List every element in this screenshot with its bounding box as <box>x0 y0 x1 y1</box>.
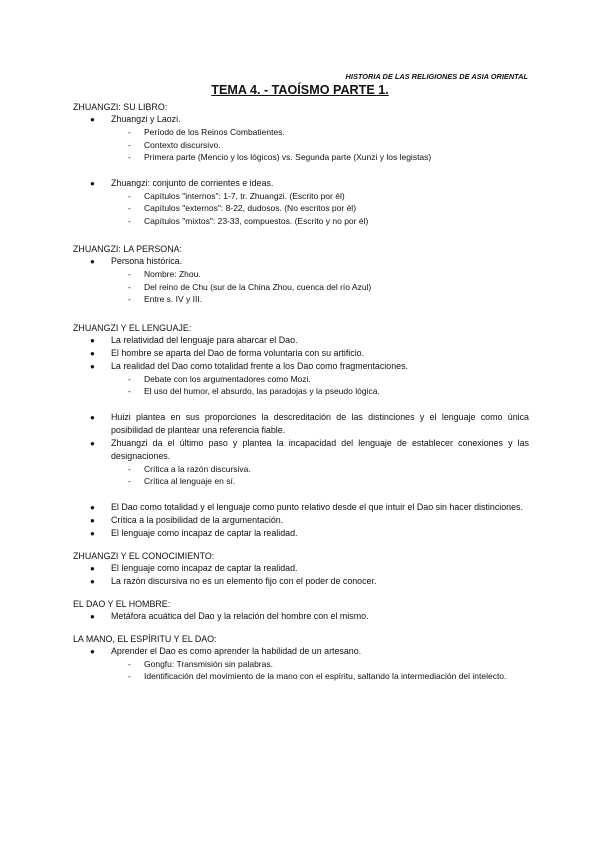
sub-item-text: Contexto discursivo. <box>144 139 221 150</box>
bullet-icon: ● <box>90 502 95 512</box>
list-item-text: Crítica a la posibilidad de la argumentación. <box>111 514 284 525</box>
sub-item-text: Crítica al lenguaje en sí. <box>144 476 236 486</box>
sub-item-text: Gongfu: Transmisión sin palabras. <box>144 658 273 669</box>
sub-item-text: Entre s. IV y III. <box>144 294 203 304</box>
bullet-icon: ● <box>90 611 95 621</box>
list-item <box>73 360 529 373</box>
list-item <box>73 501 529 514</box>
sub-list-item <box>73 268 529 281</box>
sub-list-item <box>73 126 529 139</box>
sub-list-item <box>73 215 529 228</box>
sub-list-item <box>73 475 529 488</box>
sub-item-text: Del reino de Chu (sur de la China Zhou, cuenca del río Azul) <box>144 281 372 292</box>
sub-list-item <box>73 190 529 203</box>
dash-icon: - <box>128 476 131 486</box>
bullet-icon: ● <box>90 515 95 525</box>
sub-list-item <box>73 658 529 671</box>
list-item <box>73 562 529 575</box>
dash-icon: - <box>128 658 131 669</box>
sub-list-item <box>73 293 529 306</box>
document-body <box>73 101 529 683</box>
sub-item-text: Nombre: Zhou. <box>144 269 201 279</box>
sub-item-text: Debate con los argumentadores como Mozi. <box>144 373 311 384</box>
dash-icon: - <box>128 463 131 474</box>
list-item <box>73 411 529 437</box>
sub-list-item <box>73 385 529 398</box>
bullet-icon: ● <box>90 335 95 345</box>
list-item <box>73 113 529 126</box>
dash-icon: - <box>128 127 131 137</box>
section-heading-lenguaje: ZHUANGZI Y EL LENGUAJE: <box>73 322 192 333</box>
sub-item-text: Capítulos "internos": 1-7, tr. Zhuangzi. (Escrito por él) <box>144 190 345 201</box>
bullet-icon: ● <box>90 257 95 266</box>
list-item-text: El lenguaje como incapaz de captar la realidad. <box>111 527 298 538</box>
section-heading-mano: LA MANO, EL ESPÍRITU Y EL DAO: <box>73 633 217 644</box>
list-item <box>73 575 529 588</box>
bullet-icon: ● <box>90 178 95 188</box>
sub-list-item <box>73 139 529 152</box>
bullet-icon: ● <box>90 412 95 422</box>
dash-icon: - <box>128 671 131 681</box>
list-item <box>73 334 529 347</box>
list-item <box>73 527 529 540</box>
list-item <box>73 255 529 268</box>
sub-list-item <box>73 463 529 476</box>
list-item-text: El lenguaje como incapaz de captar la realidad. <box>111 562 298 573</box>
dash-icon: - <box>128 152 131 162</box>
list-item-text: La relatividad del lenguaje para abarcar el Dao. <box>111 334 298 345</box>
list-item-text: Zhuangzi da el último paso y plantea la incapacidad del lenguaje de establecer conexiones y las designaciones. <box>111 437 529 461</box>
list-item-text: El Dao como totalidad y el lenguaje como punto relativo desde el que intuir el Dao sin hacer distinciones. <box>111 501 523 512</box>
bullet-icon: ● <box>90 646 95 656</box>
dash-icon: - <box>128 281 131 292</box>
sub-item-text: Crítica a la razón discursiva. <box>144 463 251 474</box>
section-heading-conocimiento: ZHUANGZI Y EL CONOCIMIENTO: <box>73 550 215 561</box>
sub-item-text: Capítulos "externos": 8-22, dudosos. (No escritos por él) <box>144 203 357 213</box>
sub-list-item <box>73 281 529 294</box>
sub-list-item <box>73 373 529 386</box>
dash-icon: - <box>128 294 131 304</box>
running-header: HISTORIA DE LAS RELIGIONES DE ASIA ORIENTAL <box>345 72 528 81</box>
bullet-icon: ● <box>90 348 95 358</box>
page-title: TEMA 4. - TAOÍSMO PARTE 1. <box>211 83 389 97</box>
list-item-text: La realidad del Dao como totalidad frente a los Dao como fragmentaciones. <box>111 360 408 371</box>
list-item <box>73 437 529 463</box>
dash-icon: - <box>128 386 131 396</box>
sub-list-item <box>73 151 529 164</box>
sub-item-text: Período de los Reinos Combatientes. <box>144 127 285 137</box>
dash-icon: - <box>128 373 131 384</box>
sub-list-item <box>73 202 529 215</box>
dash-icon: - <box>128 139 131 150</box>
list-item-text: Aprender el Dao es como aprender la habilidad de un artesano. <box>111 645 362 656</box>
list-item-text: Persona histórica. <box>111 256 183 266</box>
list-item-text: La razón discursiva no es un elemento fijo con el poder de conocer. <box>111 575 377 586</box>
list-item-text: Huizi plantea en sus proporciones la descreditación de las distinciones y el lenguaje como única posibilidad de plantear una referencia fiable. <box>111 411 529 435</box>
list-item-text: Metáfora acuática del Dao y la relación del hombre con el mismo. <box>111 610 369 621</box>
sub-item-text: El uso del humor, el absurdo, las paradojas y la pseudo lógica. <box>144 386 380 396</box>
sub-list-item <box>73 670 529 683</box>
bullet-icon: ● <box>90 576 95 586</box>
bullet-icon: ● <box>90 438 95 448</box>
section-heading-hombre: EL DAO Y EL HOMBRE: <box>73 598 171 609</box>
bullet-icon: ● <box>90 528 95 538</box>
dash-icon: - <box>128 203 131 213</box>
dash-icon: - <box>128 269 131 279</box>
list-item-text: Zhuangzi: conjunto de corrientes e ideas. <box>111 177 274 188</box>
bullet-icon: ● <box>90 361 95 371</box>
list-item <box>73 177 529 190</box>
section-heading-persona: ZHUANGZI: LA PERSONA: <box>73 244 182 254</box>
list-item <box>73 645 529 658</box>
bullet-icon: ● <box>90 115 95 124</box>
list-item <box>73 610 529 623</box>
list-item <box>73 514 529 527</box>
dash-icon: - <box>128 215 131 226</box>
bullet-icon: ● <box>90 563 95 573</box>
list-item <box>73 347 529 360</box>
sub-item-text: Primera parte (Mencio y los lógicos) vs. Segunda parte (Xunzi y los legistas) <box>144 152 432 162</box>
section-heading-libro: ZHUANGZI: SU LIBRO: <box>73 102 168 112</box>
dash-icon: - <box>128 190 131 201</box>
list-item-text: El hombre se aparta del Dao de forma voluntaria con su artificio. <box>111 347 365 358</box>
list-item-text: Zhuangzi y Laozi. <box>111 114 181 124</box>
sub-item-text: Identificación del movimiento de la mano con el espíritu, saltando la intermediación del intelecto. <box>144 671 507 681</box>
sub-item-text: Capítulos "mixtos": 23-33, compuestos. (Escrito y no por él) <box>144 215 369 226</box>
